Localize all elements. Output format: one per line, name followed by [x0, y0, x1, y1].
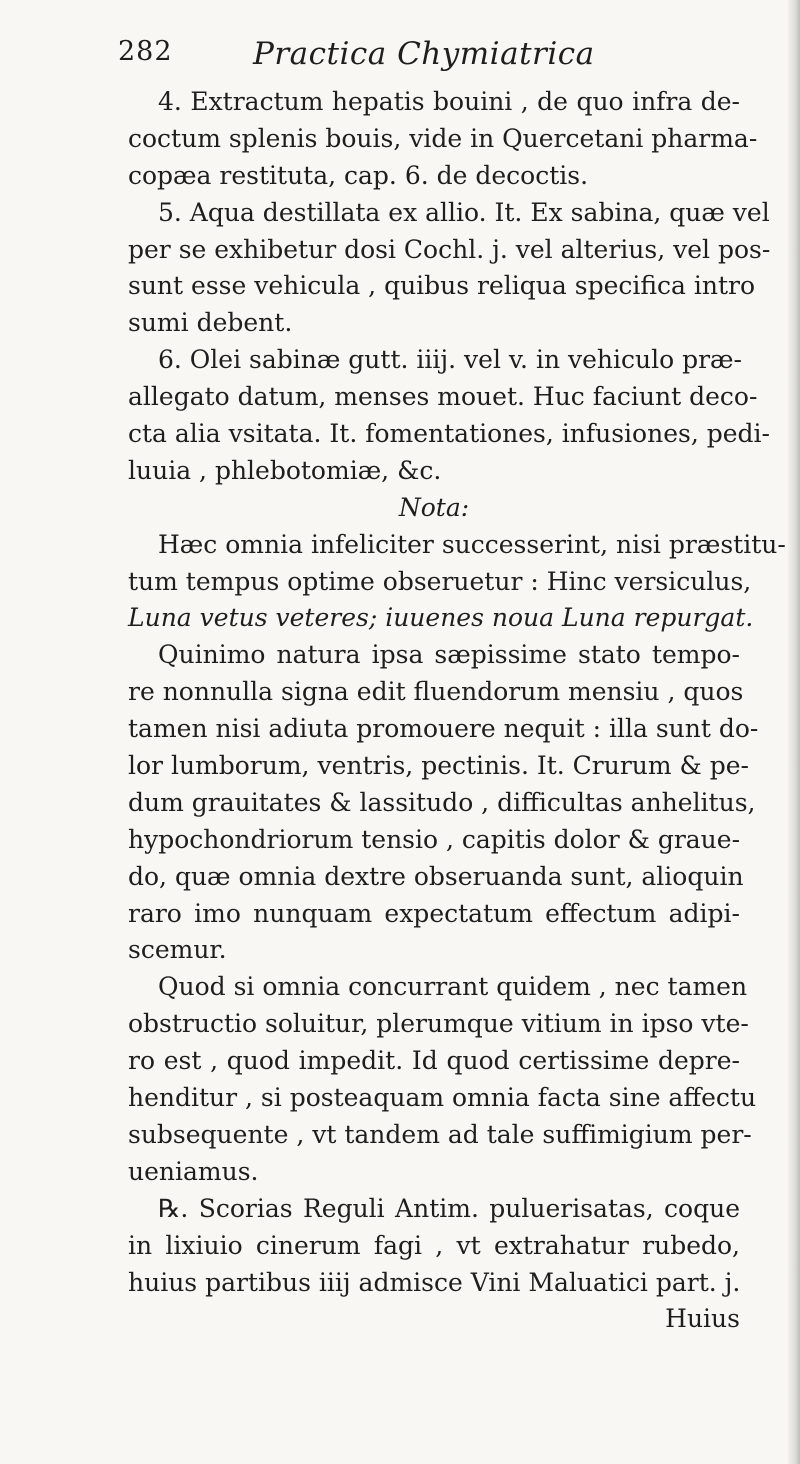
- text-line: sunt esse vehicula , quibus reliqua specifica intro: [128, 271, 756, 301]
- text-line: coctum splenis bouis, vide in Quercetani pharma-: [128, 123, 758, 153]
- text-line: subsequente , vt tandem ad tale suffimigium per-: [128, 1119, 752, 1149]
- text-line: in lixiuio cinerum fagi , vt extrahatur rubedo,: [128, 1230, 740, 1260]
- page-edge: [788, 0, 800, 1464]
- text-line: tamen nisi adiuta promouere nequit : illa sunt do-: [128, 714, 759, 744]
- text-line: ro est , quod impedit. Id quod certissime depre-: [128, 1046, 740, 1076]
- text-line: do, quæ omnia dextre obseruanda sunt, alioquin: [128, 861, 744, 891]
- text-line: Quod si omnia concurrant quidem , nec tamen: [158, 972, 748, 1002]
- text-line: sumi debent.: [128, 308, 293, 338]
- text-line: obstructio soluitur, plerumque vitium in ipso vte-: [128, 1009, 749, 1039]
- text-line: hypochondriorum tensio , capitis dolor & graue-: [128, 824, 741, 854]
- text-line: allegato datum, menses mouet. Huc faciunt deco-: [128, 382, 758, 412]
- text-line: luuia , phlebotomiæ, &c.: [128, 455, 442, 485]
- catchword: Huius: [665, 1304, 740, 1334]
- text-line: lor lumborum, ventris, pectinis. It. Crurum & pe-: [128, 751, 749, 781]
- nota-heading: Nota:: [398, 492, 470, 522]
- text-line: 5. Aqua destillata ex allio. It. Ex sabina, quæ vel: [158, 197, 770, 227]
- text-line: 6. Olei sabinæ gutt. iiij. vel v. in vehiculo præ-: [158, 345, 742, 375]
- page-number: 282: [118, 36, 173, 67]
- text-line: re nonnulla signa edit fluendorum mensiu , quos: [128, 677, 744, 707]
- text-line: huius partibus iiij admisce Vini Maluatici part. j.: [128, 1267, 741, 1297]
- recipe-line: ℞. Scorias Reguli Antim. puluerisatas, coque: [158, 1193, 740, 1223]
- text-line: cta alia vsitata. It. fomentationes, infusiones, pedi-: [128, 419, 770, 449]
- text-line: Quinimo natura ipsa sæpissime stato tempo-: [158, 640, 740, 670]
- text-line: dum grauitates & lassitudo , difficultas anhelitus,: [128, 787, 756, 817]
- text-line: per se exhibetur dosi Cochl. j. vel alterius, vel pos-: [128, 234, 771, 264]
- text-line: copæa restituta, cap. 6. de decoctis.: [128, 160, 589, 190]
- running-title: Practica Chymiatrica: [253, 36, 595, 72]
- text-line: raro imo nunquam expectatum effectum adipi-: [128, 898, 740, 928]
- verse-line: Luna vetus veteres; iuuenes noua Luna repurgat.: [128, 603, 754, 633]
- body-text: [128, 84, 786, 1338]
- text-line: 4. Extractum hepatis bouini , de quo infra de-: [158, 87, 740, 116]
- running-head: [118, 36, 718, 80]
- text-line: henditur , si posteaquam omnia facta sine affectu: [128, 1083, 757, 1113]
- text-line: ueniamus.: [128, 1156, 259, 1186]
- text-line: scemur.: [128, 935, 227, 965]
- text-line: tum tempus optime obseruetur : Hinc versiculus,: [128, 566, 752, 596]
- text-line: Hæc omnia infeliciter successerint, nisi præstitu-: [158, 529, 786, 559]
